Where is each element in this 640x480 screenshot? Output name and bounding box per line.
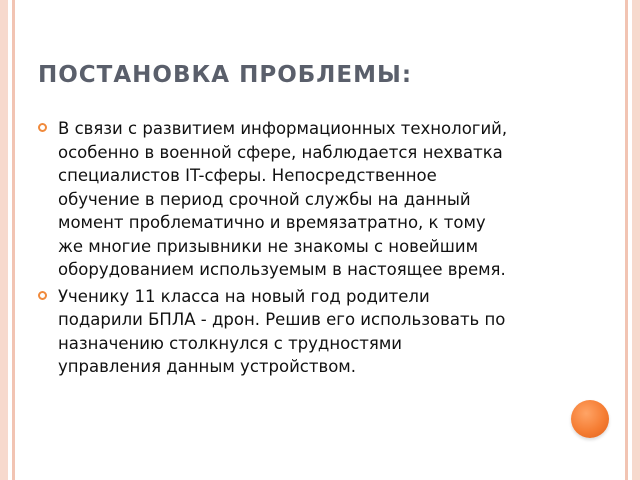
bullet-item [38, 117, 508, 282]
circle-bullet-icon [38, 123, 47, 132]
bullet-text: Ученику 11 класса на новый год родители подарили БПЛА - дрон. Решив его использовать по назначению столкнулся с трудностями управления данным устройством. [58, 286, 506, 376]
right-border-outer [632, 0, 640, 480]
left-border-outer [0, 0, 8, 480]
left-border-inner [12, 0, 15, 480]
circle-bullet-icon [38, 291, 47, 300]
bullet-text: В связи с развитием информационных технологий, особенно в военной сфере, наблюдается нехватка специалистов IT-сферы. Непосредственное обучение в период срочной службы на данный момент проблематично и времязатратно, к тому же многие призывники не знакомы с новейшим оборудованием используемым в настоящее время. [58, 119, 508, 279]
bullet-list [38, 117, 508, 382]
bullet-item [38, 285, 508, 379]
orange-orb-icon [571, 400, 609, 438]
slide-title: ПОСТАНОВКА ПРОБЛЕМЫ: [38, 62, 413, 88]
